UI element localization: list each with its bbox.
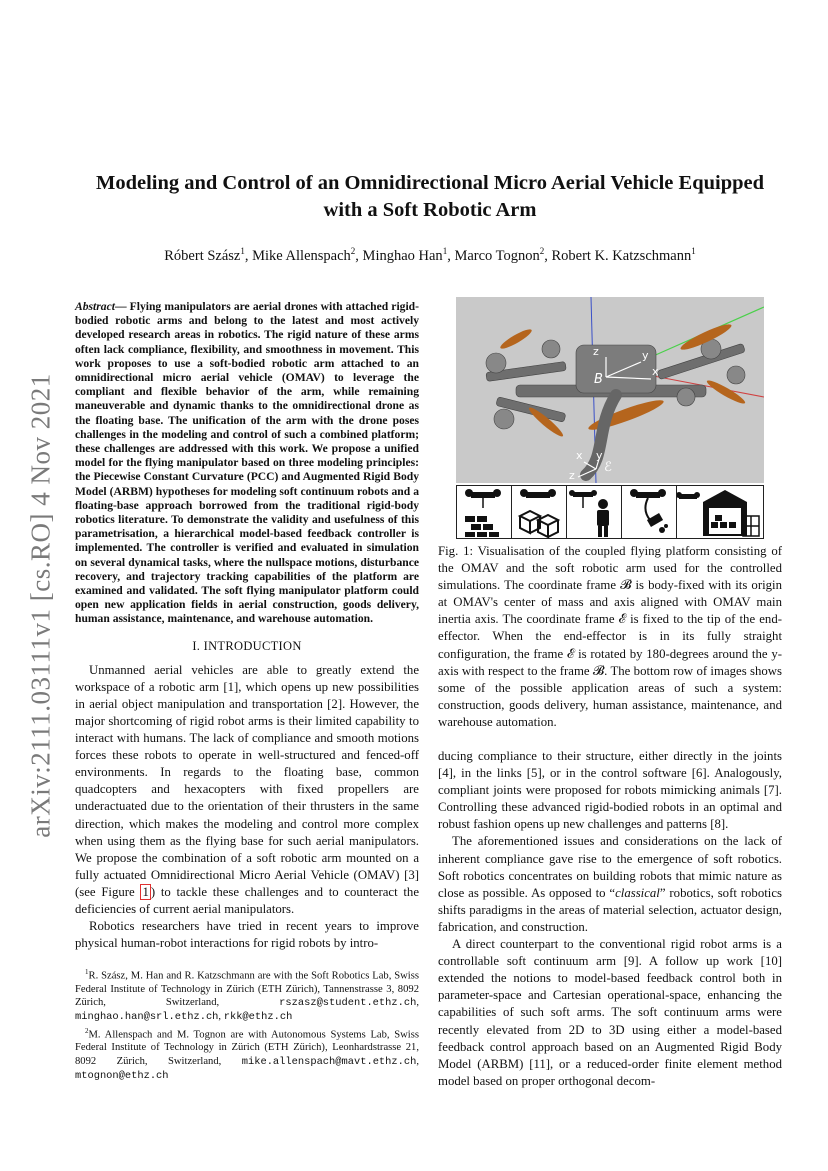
omav-render-illustration	[456, 297, 764, 483]
omav-simulation-figure	[456, 297, 764, 483]
author-name: Minghao Han	[362, 247, 443, 264]
figure-caption: Fig. 1: Visualisation of the coupled flying platform consisting of the OMAV and the soft robotic arm used for the controlled simulations. The coordinate frame 𝓑 is body-fixed with its origin at OMAV's center of mass and axis aligned with OMAV main inertia axis. The coordinate frame ℰ is fixed to the tip of the end-effector. When the end-effector is in its fully straight configuration, the frame ℰ is rotated by 180-degrees around the y-axis with respect to the frame 𝓑. The bottom row of images shows some of the possible application areas of such a system: construction, goods delivery, human assistance, maintenance, and warehouse automation.	[438, 544, 782, 729]
right-paragraph-2: The aforementioned issues and considerations on the lack of inherent compliance gave rise to the emergence of soft robotics. Soft robotics concentrates on building robots that mimic nature as close as possible. As opposed to “classical” robotics, soft robotics shifts paradigms in the areas of material selection, actuator design, fabrication, and construction.	[438, 834, 782, 934]
email-link[interactable]: mtognon@ethz.ch	[75, 1069, 169, 1082]
frame-axis-label: x	[576, 449, 583, 462]
human-assistance-icon	[567, 486, 622, 538]
frame-axis-label: y	[596, 449, 603, 462]
right-column	[438, 748, 782, 1090]
left-column	[75, 300, 419, 1083]
figure-ref-link[interactable]: 1	[142, 884, 149, 899]
abstract-text: — Flying manipulators are aerial drones with attached rigid-bodied robotic arms and belong to the latest and most actively developed research areas in robotics. The rigid nature of these arms often lack compliance, flexibility, and smoothness in movement. This work proposes to use a soft-bodied robotic arm attached to an omnidirectional micro aerial vehicle (OMAV) to leverage the compliant and flexible behavior of the arm, while remaining maneuverable and dynamic thanks to the omnidirectional drone as the floating base. The unification of the arm with the drone poses challenges in the modeling and control of such a combined platform; these challenges are addressed with this work. We propose a unified model for the flying manipulator based on three modeling principles: the Piecewise Constant Curvature (PCC) and Augmented Rigid Body Model (ARBM) hypotheses for modeling soft continuum robots and a floating-base approach borrowed from the traditional rigid-body robotics literature. To demonstrate the validity and usefulness of this parametrisation, a hierarchical model-based feedback controller is implemented. The controller is verified and evaluated in simulation on several dynamical tasks, where the nullspace motions, disturbance recovery, and trajectory tracking capabilities of the platform are examined and validated. The soft flying manipulator platform could open new application fields in aerial construction, goods delivery, human assistance, maintenance, and warehouse automation.	[75, 300, 419, 626]
section-heading-introduction: I. INTRODUCTION	[192, 638, 302, 653]
footnote-1: $^1$R. Szász, M. Han and R. Katzschmann are with the Soft Robotics Lab, Swiss Federal Institute of Technology in Zürich (ETH Zürich), Tannenstrasse 3, 8092 Zürich, Switzerland, rszasz@student.ethz.ch, minghao.han@srl.ethz.ch, rkk@ethz.ch	[75, 968, 419, 1024]
author-name: Marco Tognon	[454, 247, 540, 264]
abstract	[75, 300, 419, 627]
frame-axis-label: x	[652, 365, 659, 378]
warehouse-icon	[677, 486, 763, 538]
footnotes	[75, 966, 419, 1083]
author-name: Robert K. Katzschmann	[551, 247, 692, 264]
frame-axis-label: y	[642, 349, 649, 362]
author-name: Róbert Szász	[164, 247, 241, 264]
footnote-2: $^2$M. Allenspach and M. Tognon are with Autonomous Systems Lab, Swiss Federal Institute of Technology in Zürich (ETH Zürich), Leonhardstrasse 21, 8092 Zürich, Switzerland, mike.allenspach@mavt.ethz.ch, mtognon@ethz.ch	[75, 1026, 419, 1082]
right-paragraph-1: ducing compliance to their structure, either directly in the joints [4], in the links [5], or in the control software [6]. Analogously, compliant joints were proposed for robots mimicking animals [7]. Controlling these advanced rigid-bodied robots in an optimal and robust fashion opens up new challenges and patterns [8].	[438, 749, 782, 832]
frame-axis-label: z	[593, 345, 599, 358]
email-link[interactable]: minghao.han@srl.ethz.ch	[75, 1011, 219, 1024]
arxiv-identifier	[16, 360, 66, 850]
frame-axis-label: z	[569, 469, 575, 482]
construction-icon	[457, 486, 512, 538]
author-name: Mike Allenspach	[252, 247, 351, 264]
paper-title: Modeling and Control of an Omnidirectional Micro Aerial Vehicle Equipped with a Soft Robotic Arm	[95, 172, 764, 221]
maintenance-icon	[622, 486, 677, 538]
ee-frame-label: ℰ	[604, 460, 612, 475]
arxiv-stamp-text: arXiv:2111.03111v1 [cs.RO] 4 Nov 2021	[25, 372, 56, 838]
email-link[interactable]: rkk@ethz.ch	[223, 1011, 293, 1024]
right-paragraph-3: A direct counterpart to the conventional rigid robot arms is a controllable soft continuum arm [9]. A follow up work [10] extended the notions to model-based feedback control both in parameter-space and Cartesian operational-space, enhancing the capabilities of such soft arms. The soft continuum arms were recently elevated from 2D to 3D using either a model-based feedback control approach based on an Augmented Rigid Body Model (ARBM) [11], or a reduced-order finite element method model based on proper orthogonal decom-	[438, 937, 782, 1088]
goods-delivery-icon	[512, 486, 567, 538]
author-list: Róbert Szász$^1$, Mike Allenspach$^2$, Minghao Han$^1$, Marco Tognon$^2$, Robert K. Katzschmann$^1$	[164, 246, 696, 264]
abstract-lead: Abstract	[75, 300, 115, 313]
application-icons-row	[456, 485, 764, 539]
intro-paragraph-2: Robotics researchers have tried in recent years to improve physical human-robot interactions for rigid robots by intro-	[75, 919, 419, 951]
email-link[interactable]: rszasz@student.ethz.ch	[279, 997, 417, 1010]
email-link[interactable]: mike.allenspach@mavt.ethz.ch	[241, 1055, 417, 1068]
body-frame-label: B	[594, 372, 603, 387]
intro-paragraph-1: Unmanned aerial vehicles are able to greatly extend the workspace of a robotic arm [1], which opens up new possibilities in aerial object manipulation and transportation [2]. However, the major shortcoming of rigid robot arms is their limited capability to interact with humans. The lack of compliance and smooth motions forces these robots to operate in well-structured and fenced-off environments. In regards to the floating base, common quadcopters and hexacopters with fixed propellers are underactuated due to the orientation of their thrusters in the same direction, which makes the modeling and control more complex when using them as the flying base for such aerial manipulators. We propose the combination of a soft robotic arm mounted on a fully actuated Omnidirectional Micro Aerial Vehicle (OMAV) [3] (see Figure 1 ) to tackle these challenges and to counteract the deficiencies of current aerial manipulators.	[75, 662, 419, 916]
